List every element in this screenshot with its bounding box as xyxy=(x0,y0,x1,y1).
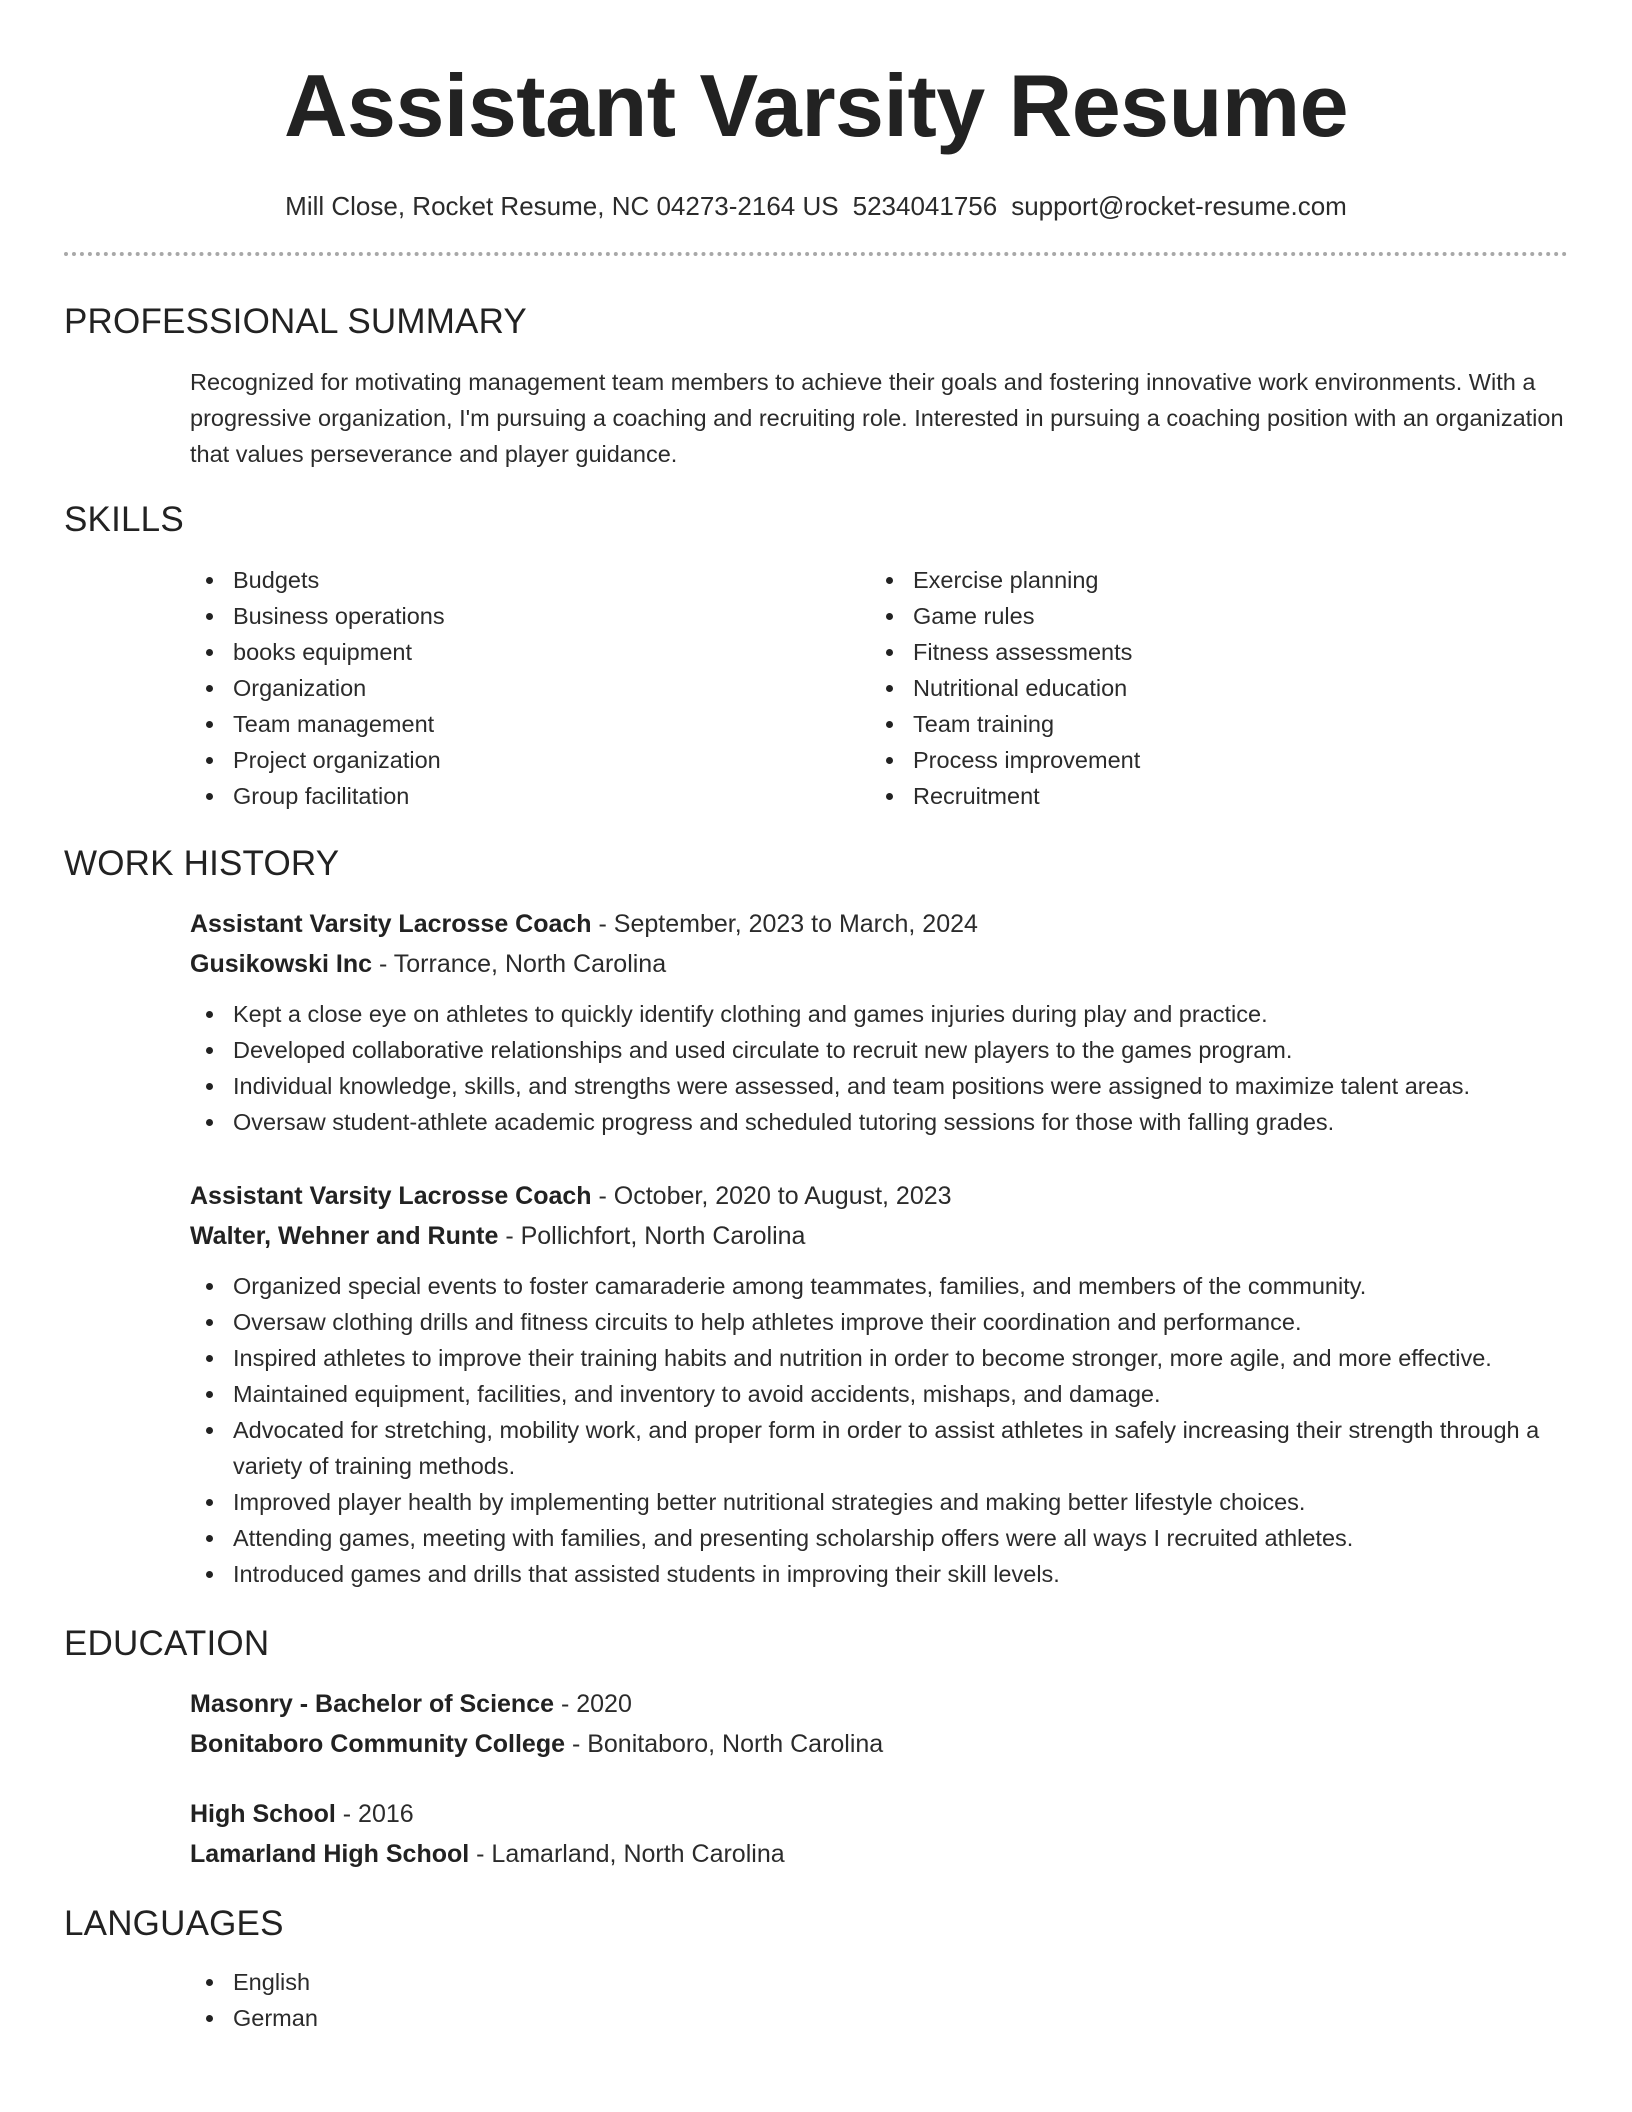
skills-list-right xyxy=(870,562,1550,814)
summary-section xyxy=(64,302,1568,472)
resume-name: Assistant Varsity Resume xyxy=(283,56,1349,155)
edu-year: - 2016 xyxy=(335,1800,414,1828)
header-divider xyxy=(64,252,1568,256)
job-dates: - September, 2023 to March, 2024 xyxy=(591,910,978,938)
job-company-line xyxy=(190,1216,1568,1256)
job-bullet: Organized special events to foster camaraderie among teammates, families, and members of the community. xyxy=(190,1268,1568,1304)
skill-item: Organization xyxy=(190,670,870,706)
job-location: - Pollichfort, North Carolina xyxy=(498,1222,806,1250)
skills-grid xyxy=(190,562,1568,814)
skill-item: Process improvement xyxy=(870,742,1550,778)
job-role: Assistant Varsity Lacrosse Coach xyxy=(190,910,592,938)
job-location: - Torrance, North Carolina xyxy=(372,950,667,978)
language-item: German xyxy=(190,2000,1568,2036)
edu-location: - Lamarland, North Carolina xyxy=(469,1840,785,1868)
skill-item: Team management xyxy=(190,706,870,742)
language-item: English xyxy=(190,1964,1568,2000)
edu-school: Bonitaboro Community College xyxy=(190,1730,565,1758)
education-entry xyxy=(190,1684,1568,1764)
skill-item: Project organization xyxy=(190,742,870,778)
edu-school-line xyxy=(190,1724,1568,1764)
job-title-line xyxy=(190,904,1568,944)
skill-item: books equipment xyxy=(190,634,870,670)
edu-school: Lamarland High School xyxy=(190,1840,470,1868)
contact-email: support@rocket-resume.com xyxy=(1011,191,1347,221)
job-bullet: Improved player health by implementing better nutritional strategies and making better lifestyle choices. xyxy=(190,1484,1568,1520)
languages-section xyxy=(64,1904,1568,2036)
skill-item: Team training xyxy=(870,706,1550,742)
edu-location: - Bonitaboro, North Carolina xyxy=(565,1730,884,1758)
job-bullet: Individual knowledge, skills, and strengths were assessed, and team positions were assigned to maximize talent areas. xyxy=(190,1068,1568,1104)
skill-item: Nutritional education xyxy=(870,670,1550,706)
job-company-line xyxy=(190,944,1568,984)
skill-item: Exercise planning xyxy=(870,562,1550,598)
skill-item: Game rules xyxy=(870,598,1550,634)
skill-item: Business operations xyxy=(190,598,870,634)
skill-item: Budgets xyxy=(190,562,870,598)
education-entry xyxy=(190,1794,1568,1874)
job-bullets xyxy=(190,1268,1568,1592)
job-bullet: Attending games, meeting with families, and presenting scholarship offers were all ways I recruited athletes. xyxy=(190,1520,1568,1556)
job-bullet: Introduced games and drills that assisted students in improving their skill levels. xyxy=(190,1556,1568,1592)
job-bullet: Advocated for stretching, mobility work, and proper form in order to assist athletes in safely increasing their strength through a variety of training methods. xyxy=(190,1412,1568,1484)
job-bullet: Maintained equipment, facilities, and inventory to avoid accidents, mishaps, and damage. xyxy=(190,1376,1568,1412)
edu-degree-line xyxy=(190,1684,1568,1724)
summary-title: PROFESSIONAL SUMMARY xyxy=(64,302,527,341)
job-entry xyxy=(190,904,1568,1140)
skill-item: Recruitment xyxy=(870,778,1550,814)
edu-degree: Masonry - Bachelor of Science xyxy=(190,1690,555,1718)
job-company: Gusikowski Inc xyxy=(190,950,373,978)
job-bullet: Oversaw student-athlete academic progress and scheduled tutoring sessions for those with falling grades. xyxy=(190,1104,1568,1140)
contact-address: Mill Close, Rocket Resume, NC 04273-2164 US xyxy=(285,191,839,221)
summary-text: Recognized for motivating management team members to achieve their goals and fostering innovative work environments. With a progressive organization, I'm pursuing a coaching and recruiting role. Interested in pursuing a coaching position with an organization that values perseverance and player guidance. xyxy=(190,369,1564,467)
job-role: Assistant Varsity Lacrosse Coach xyxy=(190,1182,592,1210)
edu-year: - 2020 xyxy=(554,1690,632,1718)
job-company: Walter, Wehner and Runte xyxy=(190,1222,499,1250)
job-entry xyxy=(190,1176,1568,1592)
languages-list xyxy=(190,1964,1568,2036)
job-bullet: Inspired athletes to improve their training habits and nutrition in order to become stronger, more agile, and more effective. xyxy=(190,1340,1568,1376)
job-bullet: Oversaw clothing drills and fitness circuits to help athletes improve their coordination and performance. xyxy=(190,1304,1568,1340)
job-bullet: Kept a close eye on athletes to quickly identify clothing and games injuries during play and practice. xyxy=(190,996,1568,1032)
skill-item: Fitness assessments xyxy=(870,634,1550,670)
skills-section xyxy=(64,500,1568,814)
contact-line xyxy=(64,190,1568,222)
work-section xyxy=(64,844,1568,1592)
edu-degree-line xyxy=(190,1794,1568,1834)
edu-school-line xyxy=(190,1834,1568,1874)
job-bullets xyxy=(190,996,1568,1140)
languages-title: LANGUAGES xyxy=(64,1904,284,1943)
edu-degree: High School xyxy=(190,1800,336,1828)
education-title: EDUCATION xyxy=(64,1624,270,1663)
contact-phone: 5234041756 xyxy=(852,191,998,221)
job-dates: - October, 2020 to August, 2023 xyxy=(591,1182,952,1210)
skills-title: SKILLS xyxy=(64,500,184,539)
skills-list-left xyxy=(190,562,870,814)
job-title-line xyxy=(190,1176,1568,1216)
skill-item: Group facilitation xyxy=(190,778,870,814)
work-title: WORK HISTORY xyxy=(64,844,340,883)
job-bullet: Developed collaborative relationships and used circulate to recruit new players to the games program. xyxy=(190,1032,1568,1068)
education-section xyxy=(64,1624,1568,1874)
